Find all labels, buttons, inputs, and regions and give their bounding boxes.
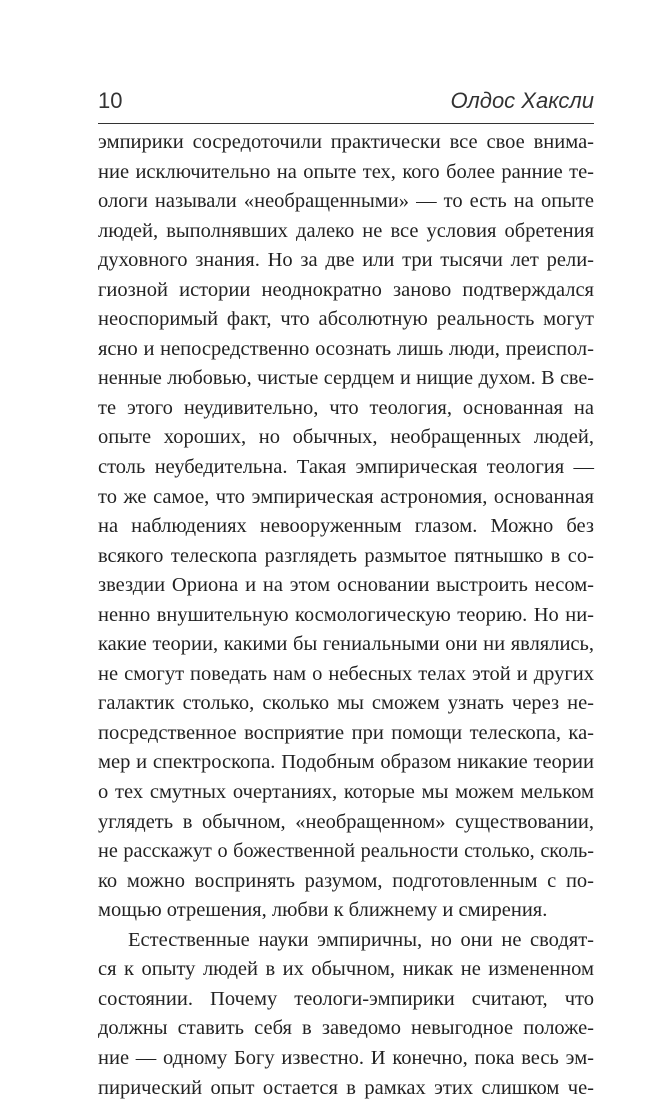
text-line: опыте хороших, но обычных, необращенных людей, bbox=[98, 423, 594, 453]
text-line: людей, выполнявших далеко не все условия обретения bbox=[98, 217, 594, 247]
text-line: ненные любовью, чистые сердцем и нищие духом. В све- bbox=[98, 364, 594, 394]
text-line: гиозной истории неоднократно заново подтверждался bbox=[98, 276, 594, 306]
text-line: всякого телескопа разглядеть размытое пятнышко в со- bbox=[98, 542, 594, 572]
text-line: мер и спектроскопа. Подобным образом никакие теории bbox=[98, 748, 594, 778]
text-line: те этого неудивительно, что теология, основанная на bbox=[98, 394, 594, 424]
header-rule bbox=[98, 123, 594, 124]
text-line: ние — одному Богу известно. И конечно, пока весь эм- bbox=[98, 1044, 594, 1074]
text-line: мощью отрешения, любви к ближнему и смирения. bbox=[98, 896, 594, 926]
text-line: углядеть в обычном, «необращенном» существовании, bbox=[98, 808, 594, 838]
text-line: галактик столько, сколько мы сможем узнать через не- bbox=[98, 689, 594, 719]
text-line: эмпирики сосредоточили практически все свое внима- bbox=[98, 128, 594, 158]
text-line: должны ставить себя в заведомо невыгодное положе- bbox=[98, 1014, 594, 1044]
text-line: какие теории, какими бы гениальными они ни являлись, bbox=[98, 630, 594, 660]
page-number: 10 bbox=[98, 86, 122, 116]
paragraph-2 bbox=[98, 926, 594, 1103]
text-line: не смогут поведать нам о небесных телах этой и других bbox=[98, 660, 594, 690]
text-line: ненно внушительную космологическую теорию. Но ни- bbox=[98, 601, 594, 631]
text-line: не расскажут о божественной реальности столько, сколь- bbox=[98, 837, 594, 867]
text-line: то же самое, что эмпирическая астрономия, основанная bbox=[98, 483, 594, 513]
text-line: ся к опыту людей в их обычном, никак не измененном bbox=[98, 955, 594, 985]
text-line: духовного знания. Но за две или три тысячи лет рели- bbox=[98, 246, 594, 276]
text-line: ние исключительно на опыте тех, кого более ранние те- bbox=[98, 158, 594, 188]
text-line: на наблюдениях невооруженным глазом. Можно без bbox=[98, 512, 594, 542]
text-line: звездии Ориона и на этом основании выстроить несом- bbox=[98, 571, 594, 601]
body-text bbox=[98, 128, 594, 1103]
text-line: неоспоримый факт, что абсолютную реальность могут bbox=[98, 305, 594, 335]
text-line: состоянии. Почему теологи-эмпирики считают, что bbox=[98, 985, 594, 1015]
text-line: о тех смутных очертаниях, которые мы можем мельком bbox=[98, 778, 594, 808]
text-line: ко можно воспринять разумом, подготовленным с по- bbox=[98, 867, 594, 897]
text-line: Естественные науки эмпиричны, но они не сводят- bbox=[98, 926, 594, 956]
text-line: пирический опыт остается в рамках этих слишком че- bbox=[98, 1074, 594, 1103]
text-line: посредственное восприятие при помощи телескопа, ка- bbox=[98, 719, 594, 749]
paragraph-1 bbox=[98, 128, 594, 926]
page-header bbox=[98, 86, 594, 116]
text-line: ологи называли «необращенными» — то есть на опыте bbox=[98, 187, 594, 217]
text-line: столь неубедительна. Такая эмпирическая теология — bbox=[98, 453, 594, 483]
text-line: ясно и непосредственно осознать лишь люди, преиспол- bbox=[98, 335, 594, 365]
running-title: Олдос Хаксли bbox=[451, 86, 594, 116]
